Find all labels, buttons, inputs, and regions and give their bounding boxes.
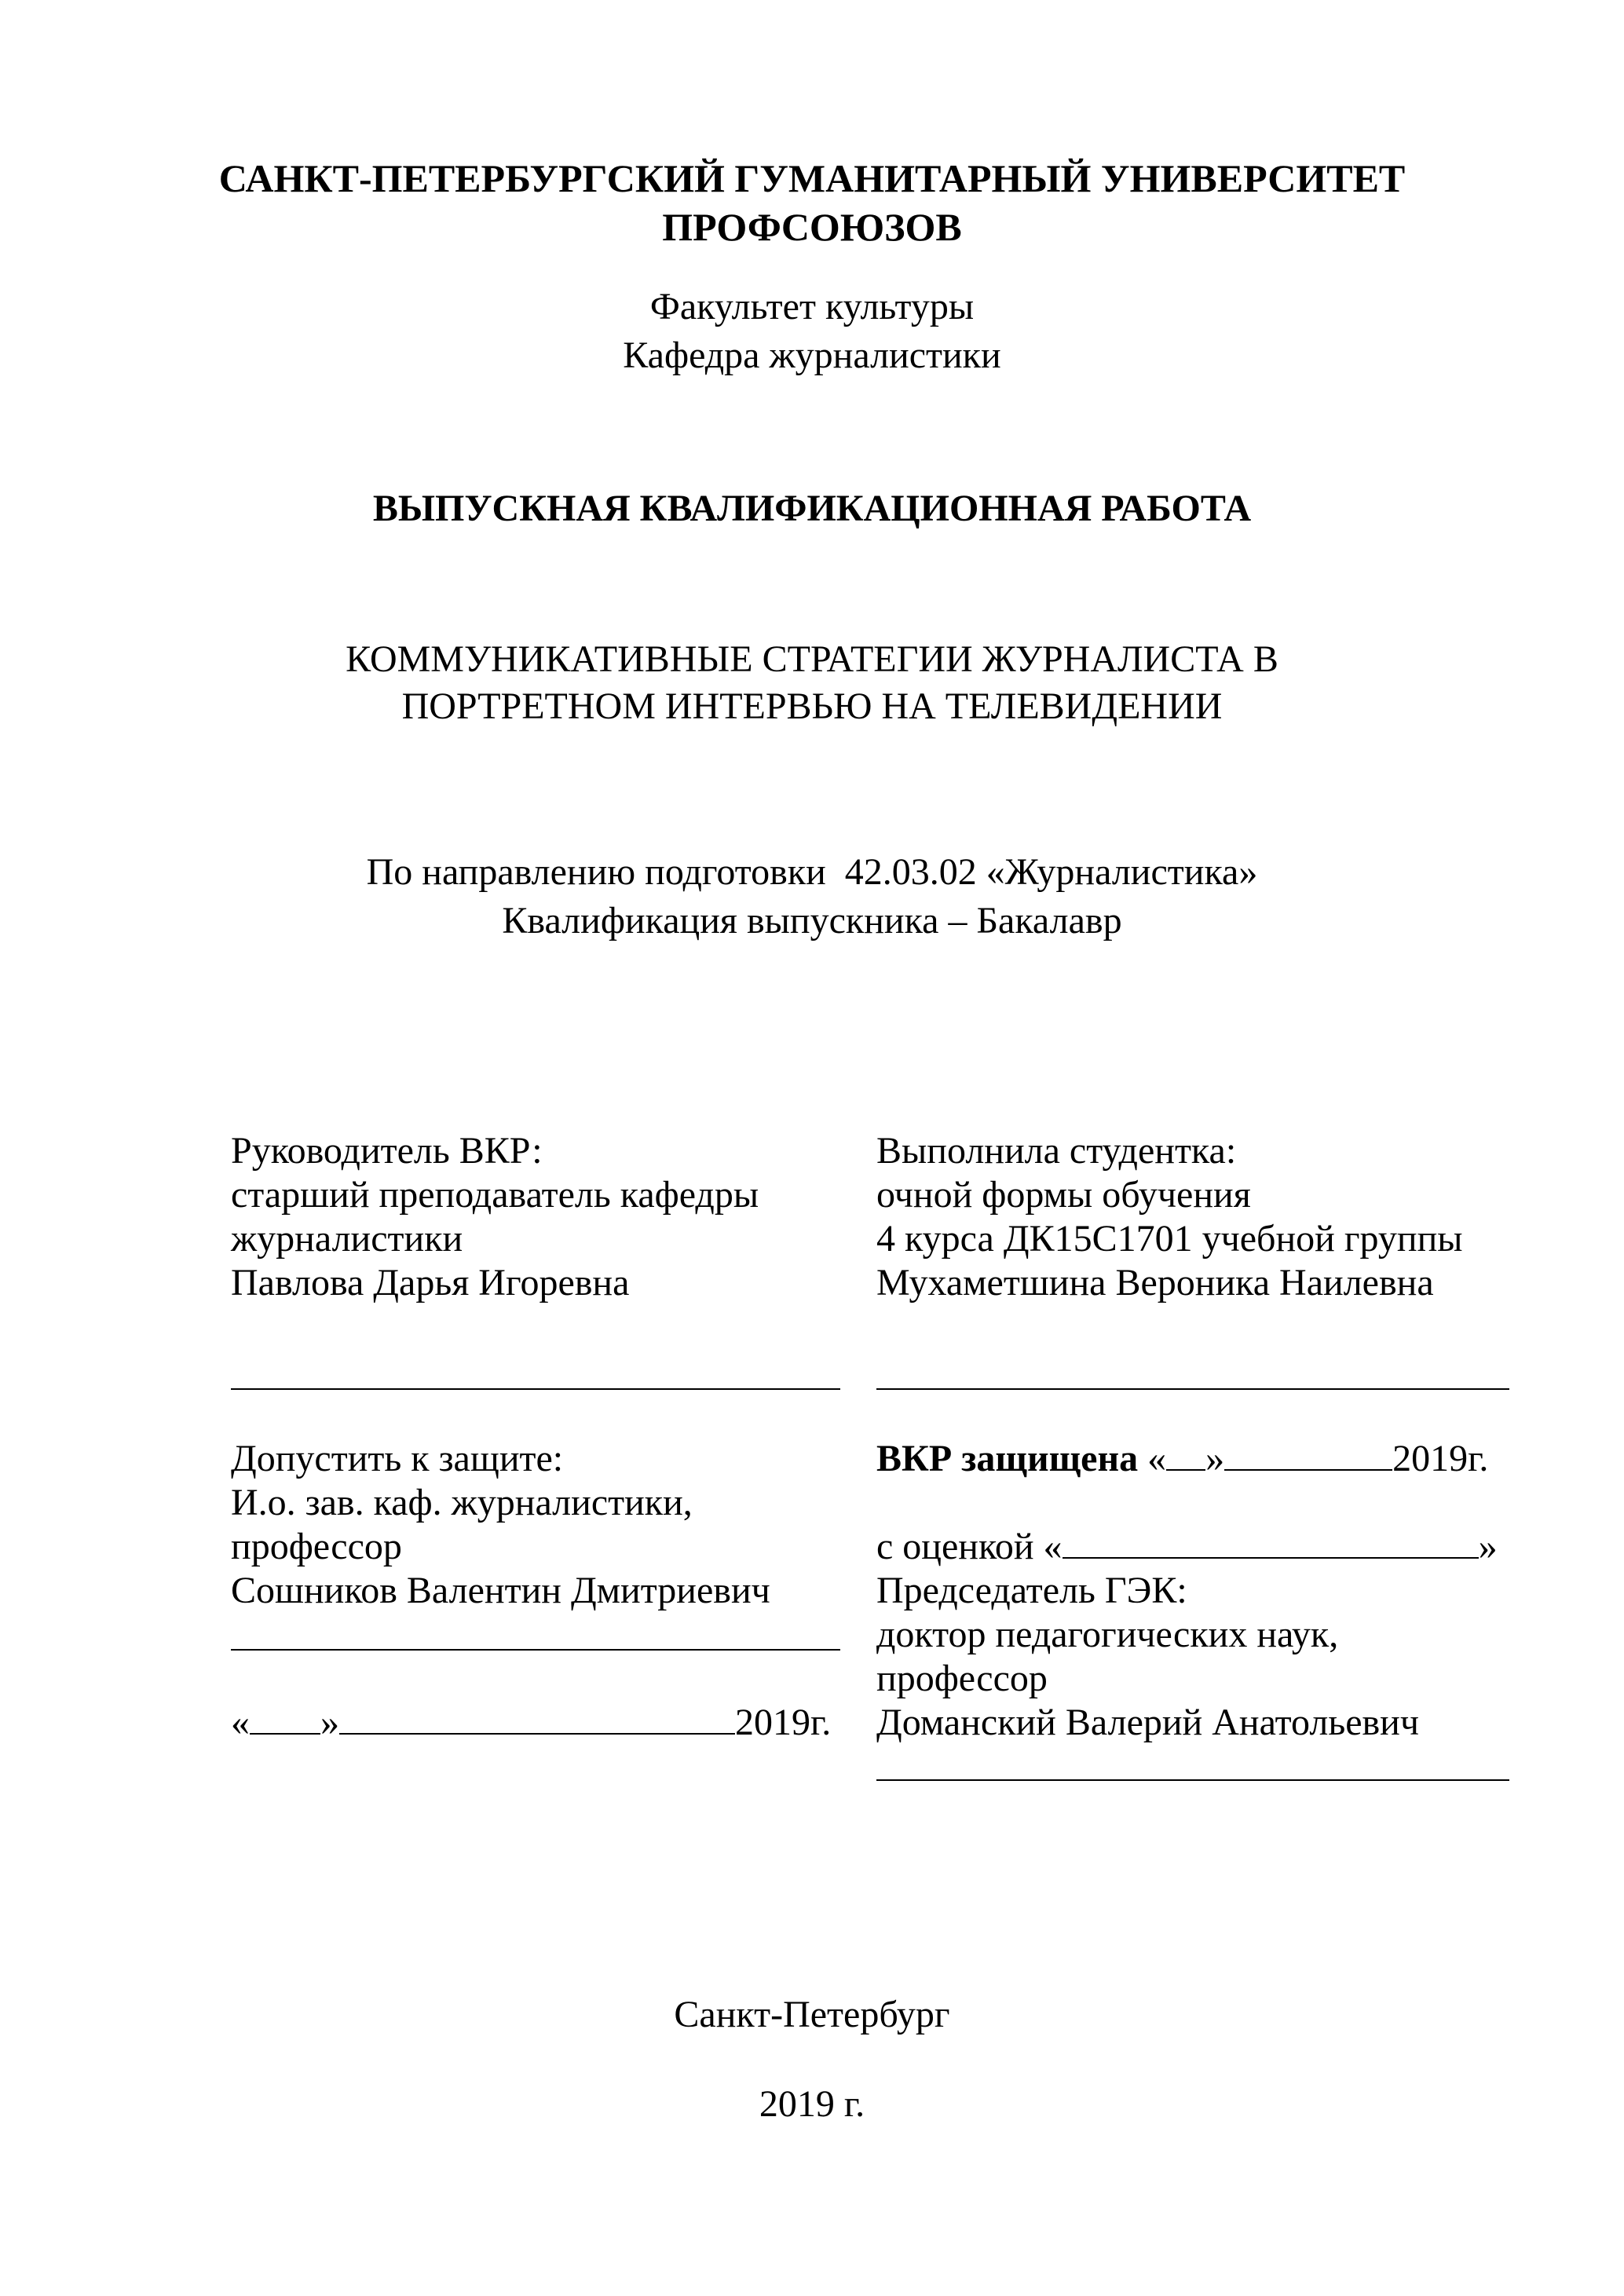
defense-month-blank (1224, 1438, 1392, 1471)
defense-grade-blank (1063, 1526, 1479, 1559)
faculty-block (0, 283, 1624, 380)
admission-date-year: 2019г. (735, 1702, 832, 1743)
qualification-line: Квалификация выпускника – Бакалавр (502, 900, 1122, 941)
admission-signature-line (231, 1649, 840, 1651)
chair-position-line1: доктор педагогических наук, (876, 1614, 1339, 1655)
supervisor-name: Павлова Дарья Игоревна (231, 1262, 630, 1303)
student-label: Выполнила студентка: (876, 1130, 1237, 1172)
university-name (0, 154, 1624, 251)
work-type-heading: ВЫПУСКНАЯ КВАЛИФИКАЦИОННАЯ РАБОТА (372, 488, 1252, 529)
admission-position-line2: профессор (231, 1526, 402, 1567)
student-name: Мухаметшина Вероника Наилевна (876, 1262, 1434, 1303)
defense-label: ВКР защищена (876, 1438, 1139, 1479)
chair-position-line2: профессор (876, 1658, 1048, 1699)
admission-month-blank (339, 1702, 735, 1735)
defense-date-year: 2019г. (1392, 1438, 1489, 1479)
thesis-topic-line1: КОММУНИКАТИВНЫЕ СТРАТЕГИИ ЖУРНАЛИСТА В (346, 638, 1278, 680)
admission-position-line1: И.о. зав. каф. журналистики, (231, 1482, 693, 1523)
supervisor-position-line1: старший преподаватель кафедры (231, 1174, 759, 1216)
student-block (876, 1129, 1505, 1305)
department-name: Кафедра журналистики (623, 335, 1001, 376)
thesis-topic-line2: ПОРТРЕТНОМ ИНТЕРВЬЮ НА ТЕЛЕВИДЕНИИ (401, 686, 1223, 727)
city: Санкт-Петербург (674, 1994, 950, 2035)
supervisor-signature-line (231, 1388, 840, 1390)
admission-date-mid: » (320, 1702, 339, 1743)
defense-grade-close: » (1478, 1526, 1498, 1567)
university-name-line1: САНКТ-ПЕТЕРБУРГСКИЙ ГУМАНИТАРНЫЙ УНИВЕРСИТЕТ (218, 156, 1406, 200)
year: 2019 г. (759, 2083, 865, 2125)
student-signature-line (876, 1388, 1509, 1390)
study-direction-line: По направлению подготовки 42.03.02 «Журналистика» (366, 851, 1258, 893)
defense-block (876, 1437, 1505, 1481)
admission-block (231, 1437, 859, 1613)
admission-date (231, 1701, 859, 1745)
defense-grade-block (876, 1525, 1505, 1745)
defense-date-mid: » (1205, 1438, 1225, 1479)
defense-day-blank (1166, 1438, 1205, 1471)
defense-grade-open: с оценкой « (876, 1526, 1063, 1567)
defense-date-open: « (1138, 1438, 1167, 1479)
student-group: 4 курса ДК15С1701 учебной группы (876, 1218, 1463, 1260)
chair-signature-line (876, 1779, 1509, 1781)
admission-label: Допустить к защите: (231, 1438, 564, 1479)
supervisor-label: Руководитель ВКР: (231, 1130, 543, 1172)
chair-name: Доманский Валерий Анатольевич (876, 1702, 1420, 1743)
chair-label: Председатель ГЭК: (876, 1570, 1187, 1611)
student-form: очной формы обучения (876, 1174, 1251, 1216)
university-name-line2: ПРОФСОЮЗОВ (662, 205, 962, 249)
supervisor-block (231, 1129, 859, 1305)
study-direction (0, 848, 1624, 945)
admission-day-blank (250, 1702, 320, 1735)
faculty-name: Факультет культуры (649, 286, 975, 327)
thesis-topic (0, 636, 1624, 730)
admission-date-open: « (231, 1702, 250, 1743)
supervisor-position-line2: журналистики (231, 1218, 463, 1260)
admission-name: Сошников Валентин Дмитриевич (231, 1570, 770, 1611)
